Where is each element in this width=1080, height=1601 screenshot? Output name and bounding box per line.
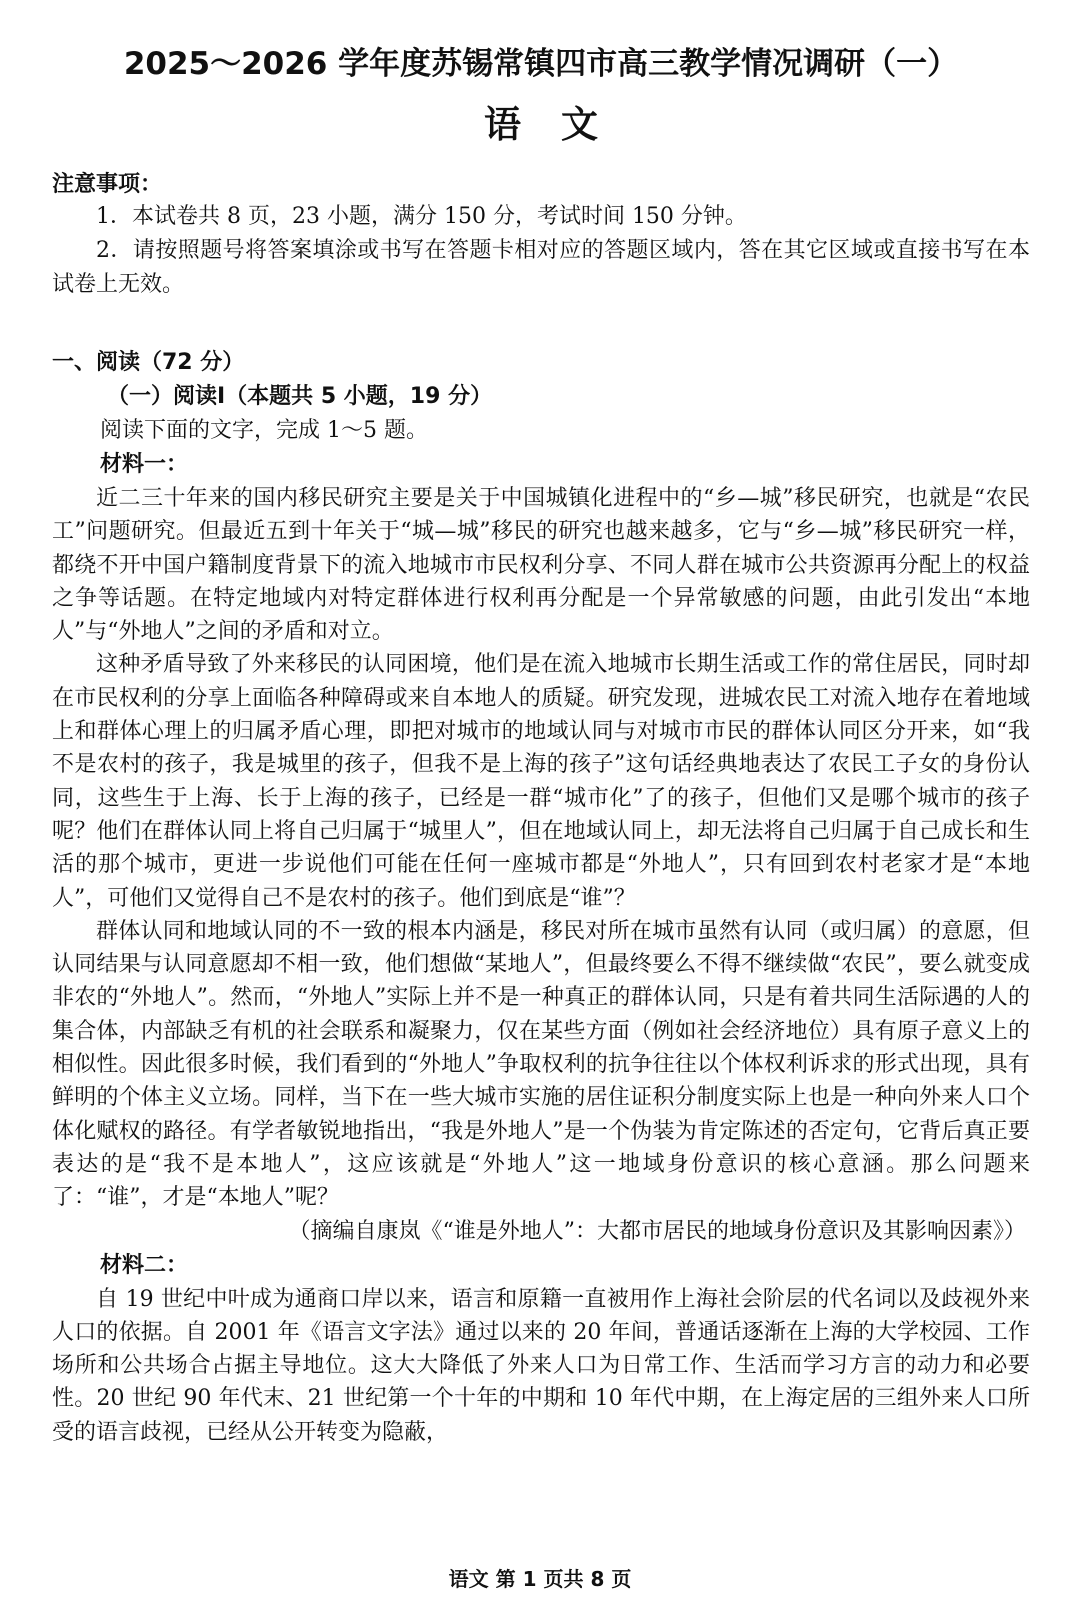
notice-heading: 注意事项： xyxy=(52,172,163,197)
material-two-heading: 材料二： xyxy=(100,1252,189,1278)
page-footer: 语文 第 1 页共 8 页 xyxy=(448,1567,632,1591)
material-one-heading: 材料一： xyxy=(100,452,189,477)
exam-title: 2025～2026 学年度苏锡常镇四市高三教学情况调研（一） xyxy=(123,46,959,82)
material-one-paragraph: 近二三十年来的国内移民研究主要是关于中国城镇化进程中的“乡—城”移民研究，也就是“农民工”问题研究。但最近五到十年关于“城—城”移民的研究也越来越多，它与“乡—城”移民研究一样，都绕不开中国户籍制度背景下的流入地城市市民权利分享、不同人群在城市公共资源再分配上的权益之争等话题。在特定地域内对特定群体进行权利再分配是一个异常敏感的问题，由此引发出“本地人”与“外地人”之间的矛盾和对立。 xyxy=(52,486,1030,645)
notice-item-2: 2．请按照题号将答案填涂或书写在答题卡相对应的答题区域内，答在其它区域或直接书写在本试卷上无效。 xyxy=(52,238,1030,297)
material-one-paragraph: 群体认同和地域认同的不一致的根本内涵是，移民对所在城市虽然有认同（或归属）的意愿，但认同结果与认同意愿却不相一致，他们想做“某地人”，但最终要么不得不继续做“农民”，要么就变成非农的“外地人”。然而，“外地人”实际上并不是一种真正的群体认同，只是有着共同生活际遇的人的集合体，内部缺乏有机的社会联系和凝聚力，仅在某些方面（例如社会经济地位）具有原子意义上的相似性。因此很多时候，我们看到的“外地人”争取权利的抗争往往以个体权利诉求的形式出现，具有鲜明的个体主义立场。同样，当下在一些大城市实施的居住证积分制度实际上也是一种向外来人口个体化赋权的路径。有学者敏锐地指出，“我是外地人”是一个伪装为肯定陈述的否定句，它背后真正要表达的是“我不是本地人”，这应该就是“外地人”这一地域身份意识的核心意涵。那么问题来了：“谁”，才是“本地人”呢？ xyxy=(52,918,1030,1211)
material-two xyxy=(52,1249,1030,1449)
material-one-source: （摘编自康岚《“谁是外地人”：大都市居民的地域身份意识及其影响因素》） xyxy=(288,1218,1026,1244)
reading-instruction: 阅读下面的文字，完成 1～5 题。 xyxy=(100,418,428,443)
material-one-paragraph: 这种矛盾导致了外来移民的认同困境，他们是在流入地城市长期生活或工作的常住居民，同时却在市民权利的分享上面临各种障碍或来自本地人的质疑。研究发现，进城农民工对流入地存在着地域上和群体心理上的归属矛盾心理，即把对城市的地域认同与对城市市民的群体认同区分开来，如“我不是农村的孩子，我是城里的孩子，但我不是上海的孩子”这句话经典地表达了农民工子女的身份认同，这些生于上海、长于上海的孩子，已经是一群“城市化”了的孩子，但他们又是哪个城市的孩子呢？他们在群体认同上将自己归属于“城里人”，但在地域认同上，却无法将自己归属于自己成长和生活的那个城市，更进一步说他们可能在任何一座城市都是“外地人”，只有回到农村老家才是“本地人”，可他们又觉得自己不是农村的孩子。他们到底是“谁”？ xyxy=(52,652,1030,911)
section-heading: 一、阅读（72 分） xyxy=(52,350,245,375)
notice-block xyxy=(52,170,1030,302)
notice-item-1: 1．本试卷共 8 页，23 小题，满分 150 分，考试时间 150 分钟。 xyxy=(96,204,747,229)
subject-title: 语文 xyxy=(484,103,638,146)
material-two-paragraph: 自 19 世纪中叶成为通商口岸以来，语言和原籍一直被用作上海社会阶层的代名词以及歧视外来人口的依据。自 2001 年《语言文字法》通过以来的 20 年间，普通话逐渐在上海的大学校园、工作场所和公共场合占据主导地位。这大大降低了外来人口为日常工作、生活而学习方言的动力和必要性。20 世纪 90 年代末、21 世纪第一个十年的中期和 10 年代中期，在上海定居的三组外来人口所受的语言歧视，已经从公开转变为隐蔽， xyxy=(52,1286,1030,1445)
material-one xyxy=(52,448,1030,1249)
section-subheading: （一）阅读Ⅰ（本题共 5 小题，19 分） xyxy=(107,384,493,409)
